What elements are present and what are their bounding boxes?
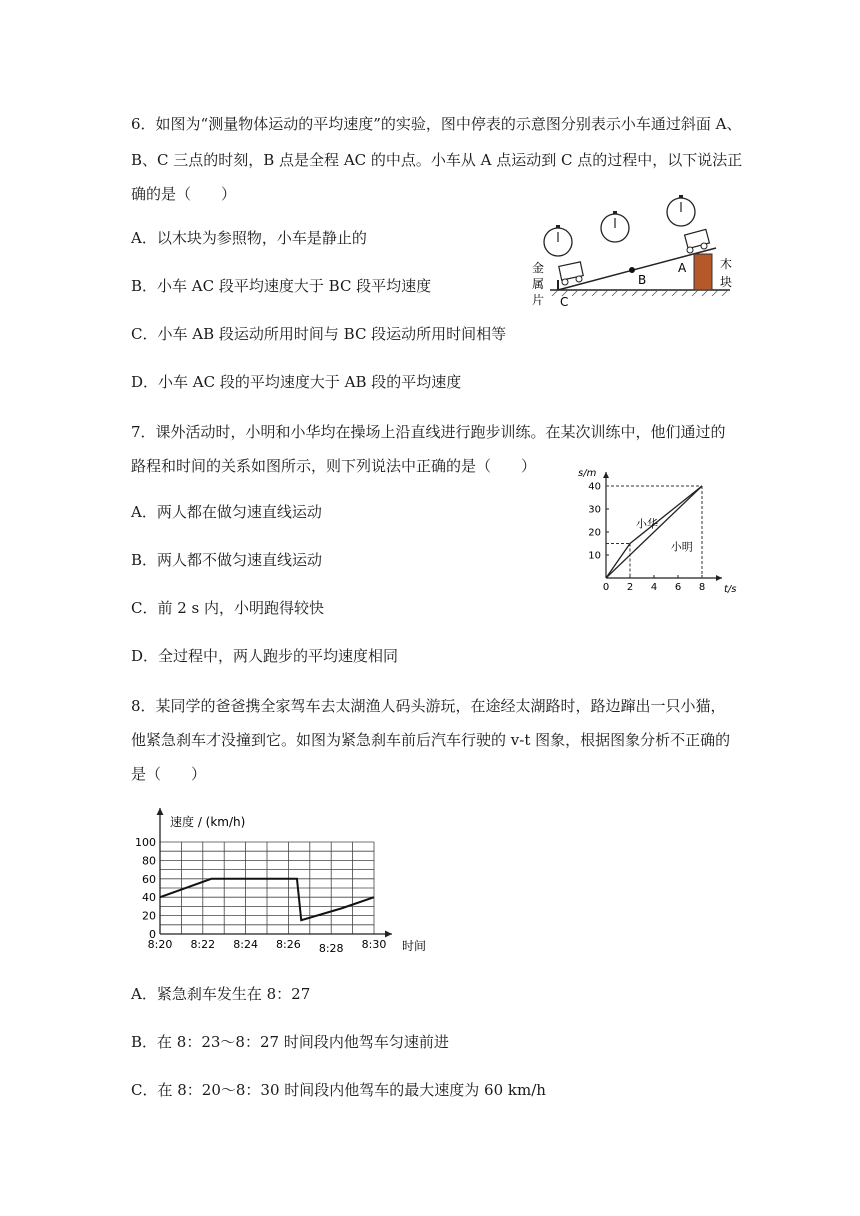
- vt-chart: [128, 798, 448, 966]
- q8-stem-line-3: 是（ ）: [131, 765, 207, 783]
- y-tick-label: 20: [142, 909, 156, 923]
- q6-option-b: B．小车 AC 段平均速度大于 BC 段平均速度: [131, 277, 432, 295]
- x-tick-label: 8:24: [233, 938, 258, 951]
- q8-option-a: A．紧急刹车发生在 8：27: [131, 985, 311, 1003]
- y-tick-label: 40: [588, 481, 601, 493]
- x-axis-label: t/s: [724, 584, 737, 595]
- q8-option-b: B．在 8：23～8：27 时间段内他驾车匀速前进: [131, 1033, 449, 1051]
- x-tick-label: 4: [650, 582, 658, 593]
- q6-stem-line-3: 确的是（ ）: [131, 185, 237, 203]
- q6-stem-line-2: B、C 三点的时刻，B 点是全程 AC 的中点。小车从 A 点运动到 C 点的过程中，以下说法正: [131, 151, 743, 169]
- q8-option-c: C．在 8：20～8：30 时间段内他驾车的最大速度为 60 km/h: [131, 1081, 546, 1099]
- q7-stem-line-2: 路程和时间的关系如图所示，则下列说法中正确的是（ ）: [131, 457, 537, 475]
- series-xiaohua-label: 小华: [636, 517, 658, 531]
- x-tick-label: 8:30: [361, 938, 387, 951]
- st-chart: [570, 462, 740, 602]
- label-metal-2: 属: [532, 277, 545, 291]
- q7-option-a: A．两人都在做匀速直线运动: [131, 503, 322, 521]
- point-b-dot: [629, 267, 635, 273]
- x-axis-arrow: [385, 931, 392, 938]
- y-axis-label: 速度 / (km/h): [170, 815, 246, 829]
- cart-at-a-icon: [685, 229, 710, 253]
- series-xiaoming-label: 小明: [670, 540, 693, 554]
- x-tick-label: 2: [626, 582, 634, 593]
- label-metal-1: 金: [532, 261, 545, 275]
- cart-at-c-icon: [559, 262, 583, 285]
- x-tick-label: 8:20: [147, 938, 173, 951]
- x-tick-label: 8: [698, 582, 706, 593]
- wood-block: [694, 254, 712, 290]
- y-axis-label: s/m: [578, 468, 597, 479]
- y-tick-label: 20: [588, 527, 601, 539]
- x-tick-label: 8:26: [276, 938, 301, 951]
- x-tick-label: 8:28: [318, 942, 344, 955]
- x-tick-label: 8:22: [190, 938, 216, 951]
- stopwatch-b-icon: [601, 211, 629, 242]
- y-tick-label: 60: [142, 872, 156, 886]
- y-tick-label: 30: [588, 504, 601, 516]
- q6-option-d: D．小车 AC 段的平均速度大于 AB 段的平均速度: [131, 373, 462, 391]
- incline-figure: [530, 192, 740, 312]
- q6-stem-line-1: 6．如图为“测量物体运动的平均速度”的实验，图中停表的示意图分别表示小车通过斜面 A、: [131, 115, 742, 133]
- stopwatch-c-icon: [544, 225, 572, 256]
- q6-option-a: A．以木块为参照物，小车是静止的: [131, 229, 367, 247]
- label-c: C: [560, 295, 569, 309]
- y-tick-label: 100: [135, 836, 156, 849]
- y-tick-label: 0: [149, 928, 156, 941]
- y-tick-label: 10: [588, 550, 601, 562]
- y-tick-label: 80: [142, 854, 156, 868]
- q6-option-c: C．小车 AB 段运动所用时间与 BC 段运动所用时间相等: [131, 325, 507, 343]
- x-axis-arrow: [716, 575, 722, 581]
- q7-option-d: D．全过程中，两人跑步的平均速度相同: [131, 647, 399, 665]
- q8-stem-line-1: 8．某同学的爸爸携全家驾车去太湖渔人码头游玩，在途经太湖路时，路边蹿出一只小猫，: [131, 697, 726, 715]
- label-a: A: [678, 261, 687, 275]
- x-tick-label: 6: [674, 582, 682, 593]
- q8-stem-line-2: 他紧急刹车才没撞到它。如图为紧急刹车前后汽车行驶的 v-t 图象，根据图象分析不正确的: [131, 731, 731, 749]
- label-metal-3: 片: [532, 293, 545, 307]
- series-xiaoming-line: [606, 486, 702, 578]
- y-axis-arrow: [603, 472, 609, 478]
- q7-option-c: C．前 2 s 内，小明跑得较快: [131, 599, 325, 617]
- label-block-1: 木: [720, 257, 733, 271]
- x-tick-label: 0: [602, 582, 610, 593]
- q7-option-b: B．两人都不做匀速直线运动: [131, 551, 323, 569]
- q7-stem-line-1: 7．课外活动时，小明和小华均在操场上沿直线进行跑步训练。在某次训练中，他们通过的: [131, 423, 726, 441]
- label-block-2: 块: [720, 275, 733, 289]
- label-b: B: [638, 273, 647, 287]
- stopwatch-a-icon: [667, 195, 695, 226]
- y-tick-label: 40: [142, 891, 156, 905]
- x-axis-label: 时间: [402, 939, 427, 953]
- y-axis-arrow: [157, 808, 164, 815]
